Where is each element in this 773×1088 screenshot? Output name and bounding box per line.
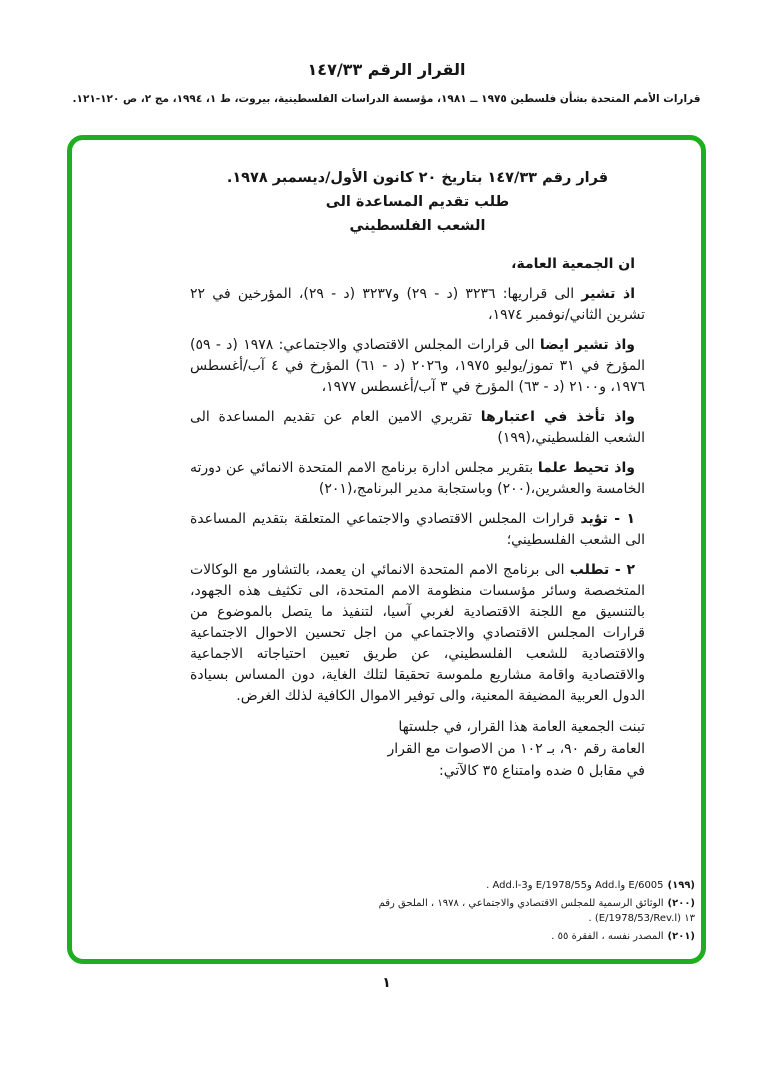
paragraph-text: بتقرير مجلس ادارة برنامج الامم المتحدة الانمائي عن دورته الخامسة والعشرين،(٢٠٠) وباستجابة مدير البرنامج،(٢٠١) bbox=[190, 460, 645, 497]
footnote-text: E/6005 وAdd.l وE/1978/55 وAdd.l-3 . bbox=[486, 880, 664, 891]
paragraph bbox=[190, 509, 645, 551]
paragraph-text: الى قرارات المجلس الاقتصادي والاجتماعي: ١٩٧٨ (د - ٥٩) المؤرخ في ٣١ تموز/يوليو ١٩٧٥، و٢٠٢٦ (د - ٦١) المؤرخ في ٤ آب/أغسطس ١٩٧٦، و٢١٠٠ (د - ٦٣) المؤرخ في ٣ آب/أغسطس ١٩٧٧، bbox=[190, 337, 646, 395]
footnote bbox=[377, 878, 695, 893]
page-number: ١ bbox=[382, 975, 391, 991]
paragraph bbox=[190, 560, 645, 707]
green-border-frame bbox=[67, 135, 706, 964]
paragraph bbox=[190, 458, 645, 500]
source-citation: قرارات الأمم المتحدة بشأن فلسطين ١٩٧٥ ــ ١٩٨١، مؤسسة الدراسات الفلسطينية، بيروت، ط ١، ١٩٩٤، مج ٢، ص ١٢٠-١٢١. bbox=[72, 93, 701, 105]
footnotes bbox=[377, 878, 695, 947]
resolution-heading-line2: طلب تقديم المساعدة الى bbox=[325, 194, 510, 210]
paragraph-text: قرارات المجلس الاقتصادي والاجتماعي المتعلقة بتقديم المساعدة الى الشعب الفلسطيني؛ bbox=[190, 511, 645, 548]
footnote-text: الوثائق الرسمية للمجلس الاقتصادي والاجتماعي ، ١٩٧٨ ، الملحق رقم ١٣ (E/1978/53/Rev.l) . bbox=[378, 898, 695, 924]
paragraph-text: الى برنامج الامم المتحدة الانمائي ان يعمد، بالتشاور مع الوكالات المتخصصة وسائر مؤسسات منظومة الامم المتحدة، الى تكثيف هذه الجهود، بالتنسيق مع اللجنة الاقتصادية لغربي آسيا، لتنفيذ ما يتصل بالموضوع من قرارات المجلس الاقتصادي والاجتماعي من اجل تحسين الاحوال الاجتماعية والاقتصادية للشعب الفلسطيني، عن طريق تعيين احتياجاته الاجماعية والاقتصادية واقامة مشاريع ملموسة تحقيقا لتلك الغاية، دون المساس بسيادة الدول العربية المضيفة المعنية، والى توفير الاموال الكافية لذلك الغرض. bbox=[190, 562, 645, 704]
adoption-note: تبنت الجمعية العامة هذا القرار، في جلستها العامة رقم ٩٠، بـ ١٠٢ من الاصوات مع القرار في مقابل ٥ ضده وامتناع ٣٥ كالآتي: bbox=[387, 719, 645, 779]
footnote bbox=[377, 896, 695, 926]
paragraph-lead: واذ تأخذ في اعتبارها bbox=[480, 409, 635, 425]
paragraph-lead: ان الجمعية العامة، bbox=[511, 256, 635, 272]
paragraph bbox=[190, 254, 645, 275]
paragraph-lead: ١ - تؤيد bbox=[580, 511, 635, 527]
footnote-marker: (١٩٩) bbox=[667, 880, 695, 891]
resolution-heading-line3: الشعب الفلسطيني bbox=[349, 218, 486, 234]
resolution-body bbox=[190, 254, 645, 707]
paragraph-lead: واذ تشير ايضا bbox=[539, 337, 636, 353]
paragraph-lead: ٢ - تطلب bbox=[569, 562, 635, 578]
paragraph bbox=[190, 407, 645, 449]
footnote-marker: (٢٠٠) bbox=[667, 898, 695, 909]
footnote-marker: (٢٠١) bbox=[667, 931, 695, 942]
paragraph bbox=[190, 335, 645, 398]
paragraph-text: الى قراريها: ٣٢٣٦ (د - ٢٩) و٣٢٣٧ (د - ٢٩)، المؤرخين في ٢٢ تشرين الثاني/نوفمبر ١٩٧٤، bbox=[190, 286, 645, 323]
paragraph-lead: واذ تحيط علما bbox=[537, 460, 635, 476]
resolution-heading-line1: قرار رقم ١٤٧/٣٣ بتاريخ ٢٠ كانون الأول/ديسمبر ١٩٧٨. bbox=[226, 170, 609, 186]
footnote-text: المصدر نفسه ، الفقرة ٥٥ . bbox=[551, 931, 664, 942]
document-title: القرار الرقم ١٤٧/٣٣ bbox=[307, 60, 466, 79]
footnote bbox=[377, 929, 695, 944]
resolution-heading bbox=[190, 166, 645, 238]
paragraph-text: تقريري الامين العام عن تقديم المساعدة الى الشعب الفلسطيني،(١٩٩) bbox=[190, 409, 645, 446]
paragraph bbox=[190, 284, 645, 326]
paragraph-lead: اذ تشير bbox=[581, 286, 635, 302]
